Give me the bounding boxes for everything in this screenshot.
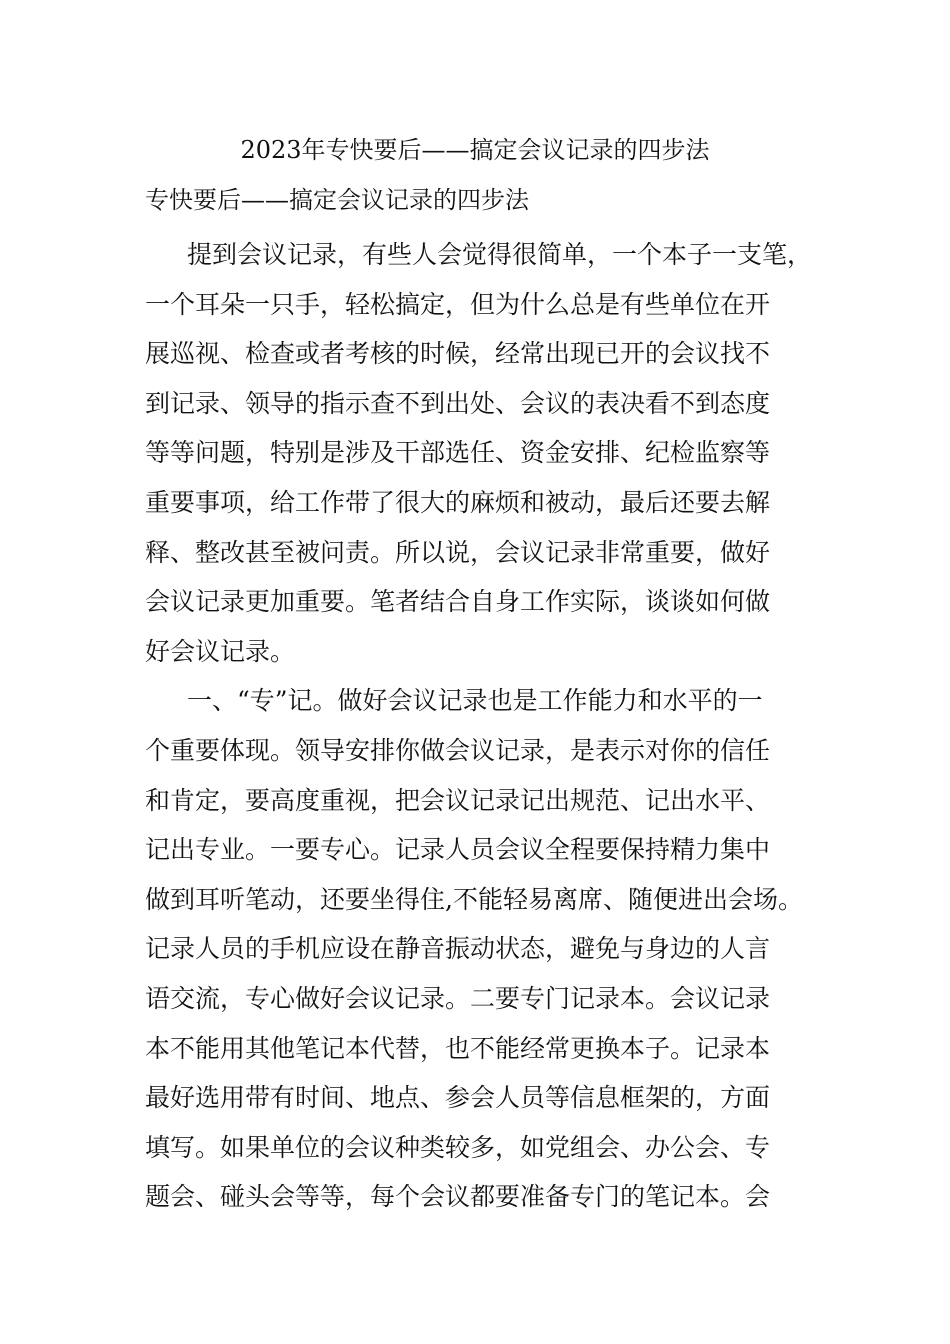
paragraph-line: 一、“专”记。做好会议记录也是工作能力和水平的一 — [187, 686, 763, 716]
paragraph-line: 好会议记录。 — [145, 636, 296, 666]
paragraph-line: 记录人员的手机应设在静音振动状态，避免与身边的人言 — [145, 934, 771, 964]
body-text — [145, 230, 835, 1222]
paragraph-line: 记出专业。一要专心。记录人员会议全程要保持精力集中 — [145, 835, 771, 865]
paragraph-line: 和肯定，要高度重视，把会议记录记出规范、记出水平、 — [145, 785, 771, 815]
document-title: 2023年专快要后——搞定会议记录的四步法 — [240, 136, 710, 164]
paragraph-line: 重要事项，给工作带了很大的麻烦和被动，最后还要去解 — [145, 487, 771, 517]
paragraph-line: 填写。如果单位的会议种类较多，如党组会、办公会、专 — [145, 1132, 771, 1162]
paragraph-line: 释、整改甚至被问责。所以说，会议记录非常重要，做好 — [145, 537, 771, 567]
paragraph-line: 做到耳听笔动，还要坐得住,不能轻易离席、随便进出会场。 — [145, 884, 803, 914]
paragraph-line: 提到会议记录，有些人会觉得很简单，一个本子一支笔， — [187, 240, 813, 269]
paragraph-line: 最好选用带有时间、地点、参会人员等信息框架的，方面 — [145, 1083, 771, 1113]
paragraph-line: 题会、碰头会等等，每个会议都要准备专门的笔记本。会 — [145, 1182, 771, 1212]
document-subtitle: 专快要后——搞定会议记录的四步法 — [145, 186, 529, 214]
paragraph-line: 语交流，专心做好会议记录。二要专门记录本。会议记录 — [145, 983, 771, 1013]
paragraph-line: 展巡视、检查或者考核的时候，经常出现已开的会议找不 — [145, 339, 771, 369]
paragraph-line: 个重要体现。领导安排你做会议记录，是表示对你的信任 — [145, 735, 771, 765]
paragraph-line: 会议记录更加重要。笔者结合自身工作实际，谈谈如何做 — [145, 587, 771, 617]
paragraph-line: 本不能用其他笔记本代替，也不能经常更换本子。记录本 — [145, 1033, 771, 1063]
paragraph-line: 到记录、领导的指示查不到出处、会议的表决看不到态度 — [145, 388, 771, 418]
paragraph-line: 一个耳朵一只手，轻松搞定，但为什么总是有些单位在开 — [145, 289, 771, 319]
paragraph-line: 等等问题，特别是涉及干部选任、资金安排、纪检监察等 — [145, 438, 771, 468]
